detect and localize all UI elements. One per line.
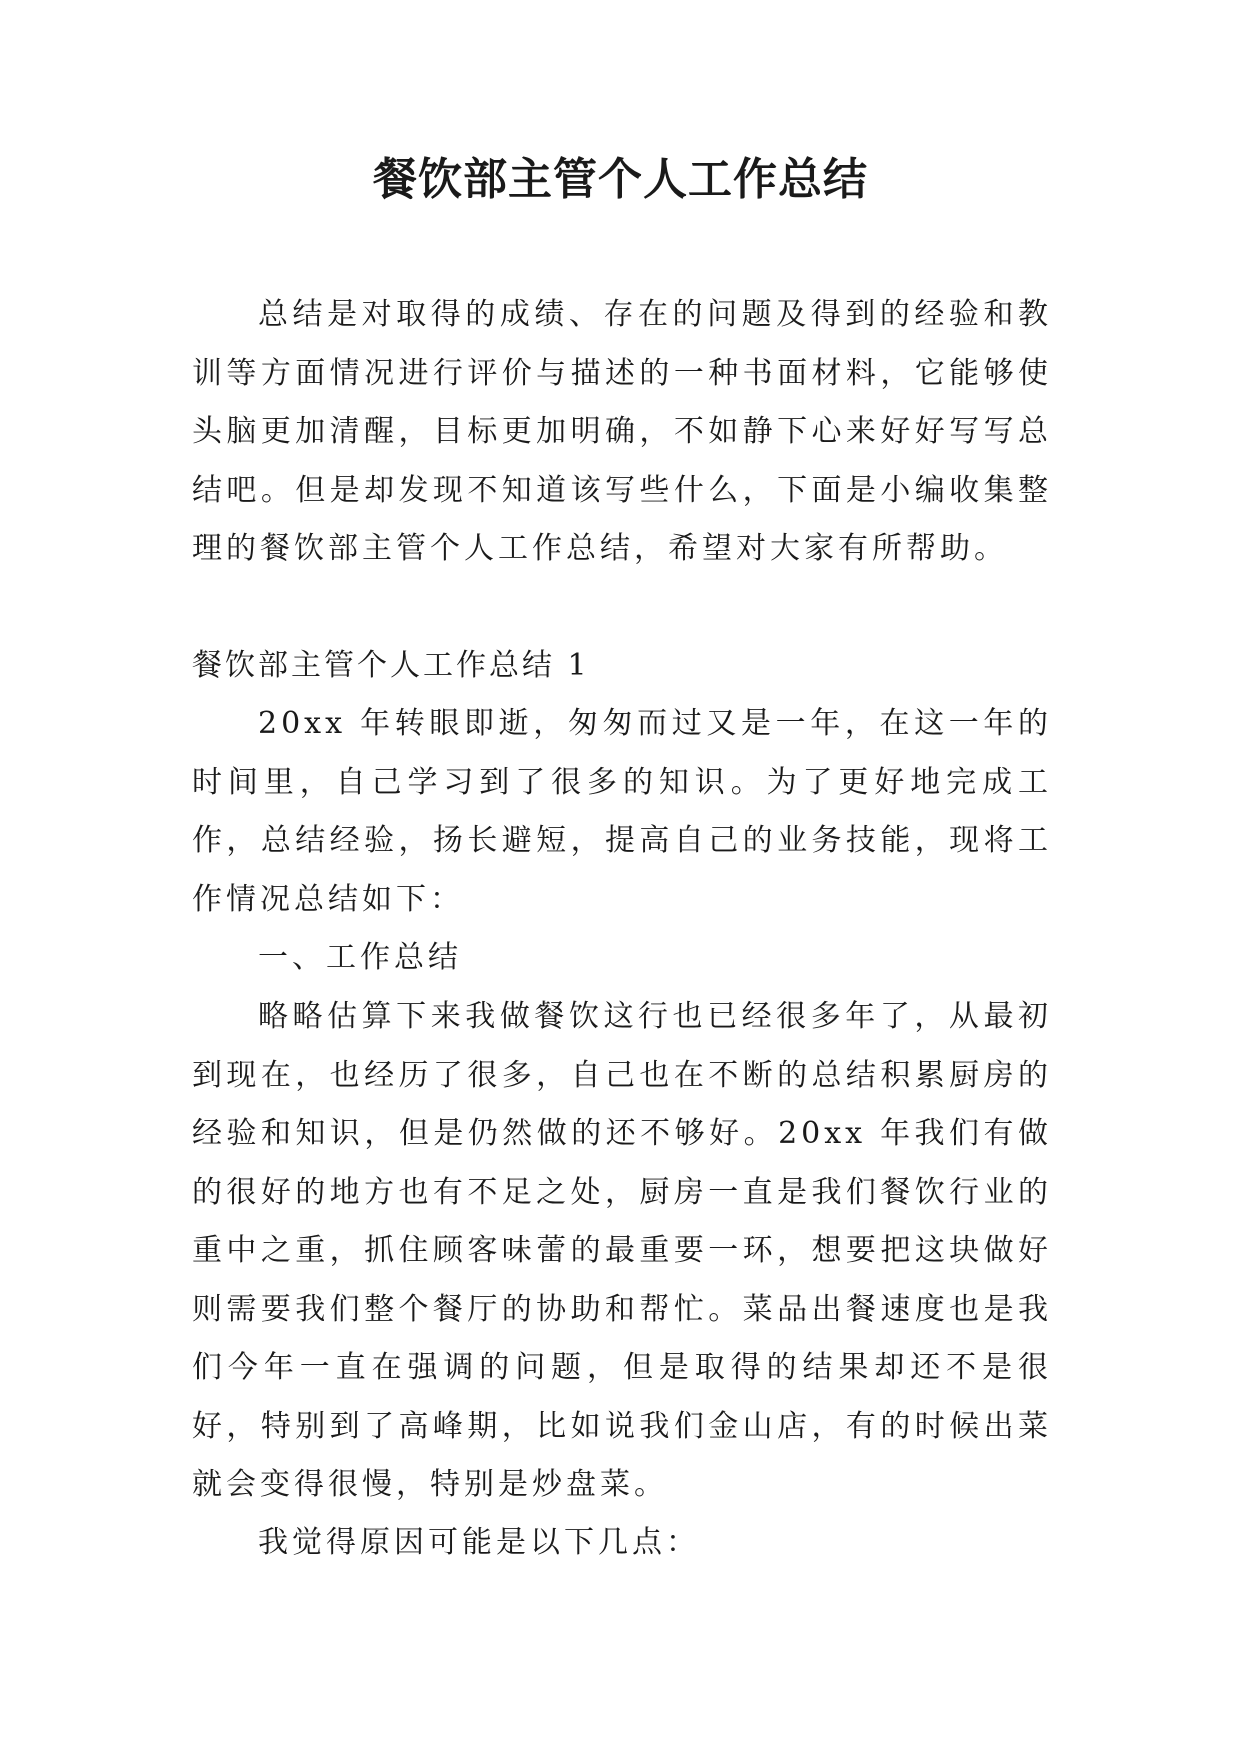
- intro-paragraph: 总结是对取得的成绩、存在的问题及得到的经验和教训等方面情况进行评价与描述的一种书面材料，它能够使头脑更加清醒，目标更加明确，不如静下心来好好写写总结吧。但是却发现不知道该写些什么，下面是小编收集整理的餐饮部主管个人工作总结，希望对大家有所帮助。: [192, 297, 1052, 566]
- paragraph-3: 我觉得原因可能是以下几点：: [258, 1525, 700, 1560]
- document-title: 餐饮部主管个人工作总结: [373, 154, 868, 205]
- work-summary-heading: 一、工作总结: [258, 940, 462, 975]
- paragraph-1: 20xx 年转眼即逝，匆匆而过又是一年，在这一年的时间里，自己学习到了很多的知识。为了更好地完成工作，总结经验，扬长避短，提高自己的业务技能，现将工作情况总结如下：: [192, 706, 1052, 917]
- paragraph-2: 略略估算下来我做餐饮这行也已经很多年了，从最初到现在，也经历了很多，自己也在不断的总结积累厨房的经验和知识，但是仍然做的还不够好。20xx 年我们有做的很好的地方也有不足之处，厨房一直是我们餐饮行业的重中之重，抓住顾客味蕾的最重要一环，想要把这块做好则需要我们整个餐厅的协助和帮忙。菜品出餐速度也是我们今年一直在强调的问题，但是取得的结果却还不是很好，特别到了高峰期，比如说我们金山店，有的时候出菜就会变得很慢，特别是炒盘菜。: [192, 999, 1052, 1502]
- section-heading: 餐饮部主管个人工作总结 1: [192, 648, 590, 683]
